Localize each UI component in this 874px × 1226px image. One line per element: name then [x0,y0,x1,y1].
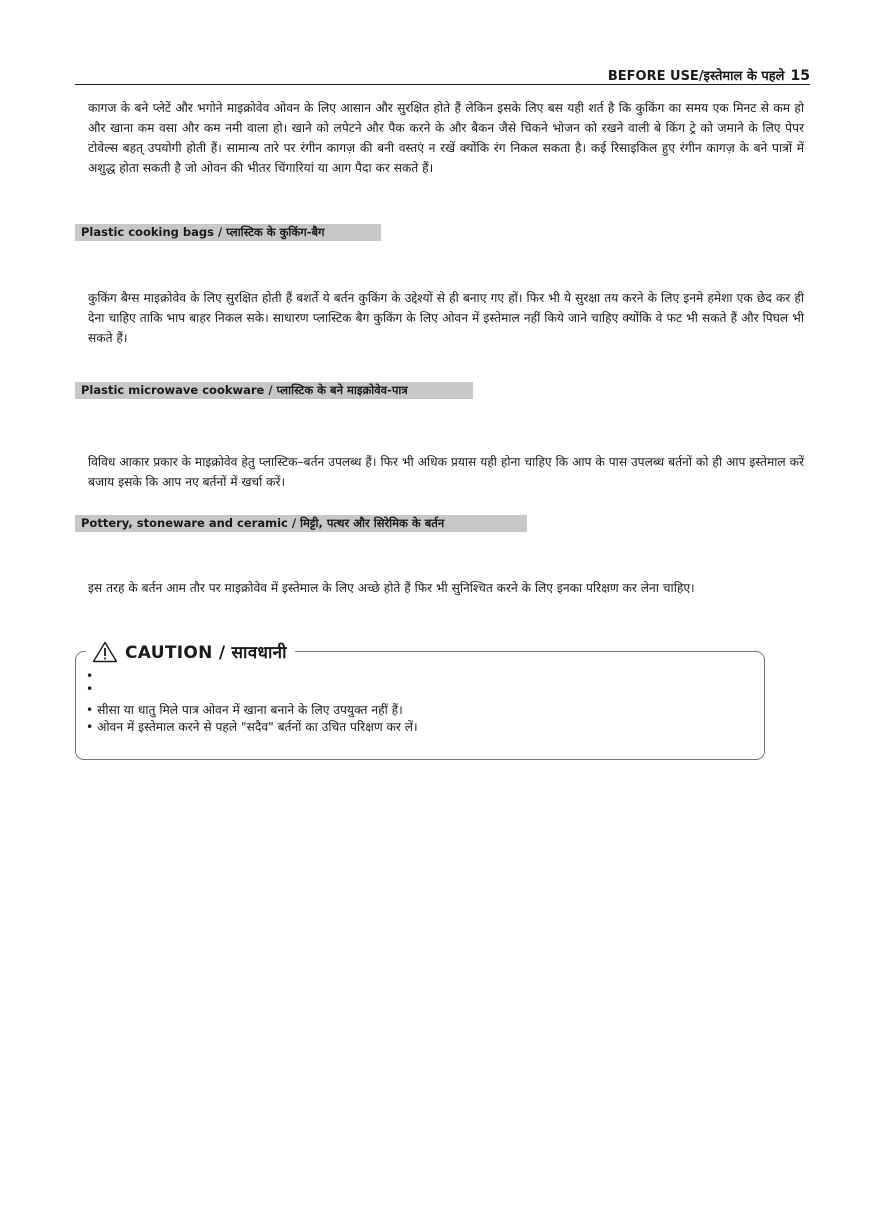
bullet: • [86,682,94,696]
bullet: • [86,669,94,683]
caution-list [86,670,746,736]
section-heading-plastic-microwave-cookware: Plastic microwave cookware / प्लास्टिक के बने माइक्रोवेव-पात्र [75,382,473,399]
list-item [86,719,746,736]
warning-triangle-icon [92,641,118,663]
caution-item-test: ओवन में इस्तेमाल करने से पहले "सदैव" बर्तनों का उचित परिक्षण कर लें। [97,720,418,734]
paragraph-cooking-bags: कुकिंग बैग्स माइक्रोवेव के लिए सुरक्षित होती हैं बशर्ते ये बर्तन कुकिंग के उद्देश्यों से ही बनाए गए हों। फिर भी ये सुरक्षा तय करने के लिए इनमे हमेशा एक छेद कर ही देना चाहिए ताकि भाप बाहर निकल सके। साधारण प्लास्टिक बैग कुकिंग के लिए ओवन में इस्तेमाल नहीं किये जाने चाहिए क्योंकि वे फट भी सकते हैं और पिघल भी सकते हैं। [88,291,804,345]
paragraph-cookware: विविध आकार प्रकार के माइक्रोवेव हेतु प्लास्टिक–बर्तन उपलब्ध हैं। फिर भी अधिक प्रयास यही होना चाहिए कि आप के पास उपलब्ध बर्तनों को ही आप इस्तेमाल करें बजाय इसके कि आप नए बर्तनों में खर्चा करें। [88,455,804,489]
caution-title: CAUTION / सावधानी [125,643,287,663]
section-heading-pottery-stoneware-ceramic: Pottery, stoneware and ceramic / मिट्टी, पत्थर और सिरेमिक के बर्तन [75,515,527,532]
bullet: • [86,720,94,734]
caution-item-lead: सीसा या धातु मिले पात्र ओवन में खाना बनाने के लिए उपयुक्त नहीं हैं। [97,703,403,717]
page-number: 15 [790,68,810,84]
page-header [0,66,810,84]
list-item [86,683,746,696]
caution-heading [86,640,295,663]
bullet: • [86,703,94,717]
header-section-title: BEFORE USE/इस्तेमाल के पहले [607,69,785,84]
list-item [86,702,746,719]
paragraph-paper: कागज के बने प्लेटें और भगोने माइक्रोवेव ओवन के लिए आसान और सुरक्षित होते हैं लेकिन इसके लिए बस यही शर्त है कि कुकिंग का समय एक मिनट से कम हो और खाना कम वसा और कम नमी वाला हो। खाने को लपेटने और पैक करने के और बैकन जैसे चिकने भोजन को रखने वाली बे किंग ट्रे को जमाने के लिए पेपर टोवेल्स बहत् उपयोगी होती हैं। सामान्य तारे पर रंगीन कागज़ की बनी वस्तएं न रखें क्योंकि रंग निकल सकता है। कई रिसाइकिल हुए रंगीन कागज़ के बने पात्रों में अशुद्ध होता सकती है जो ओवन की भीतर चिंगारियां या आग पैदा कर सकते हैं। [88,101,804,175]
section-heading-plastic-cooking-bags: Plastic cooking bags / प्लास्टिक के कुकिंग-बैग [75,224,381,241]
paragraph-pottery: इस तरह के बर्तन आम तौर पर माइक्रोवेव में इस्तेमाल के लिए अच्छे होते हैं फिर भी सुनिश्चित करने के लिए इनका परिक्षण कर लेना चाहिए। [88,581,695,595]
list-item [86,670,746,683]
header-rule [75,84,810,85]
